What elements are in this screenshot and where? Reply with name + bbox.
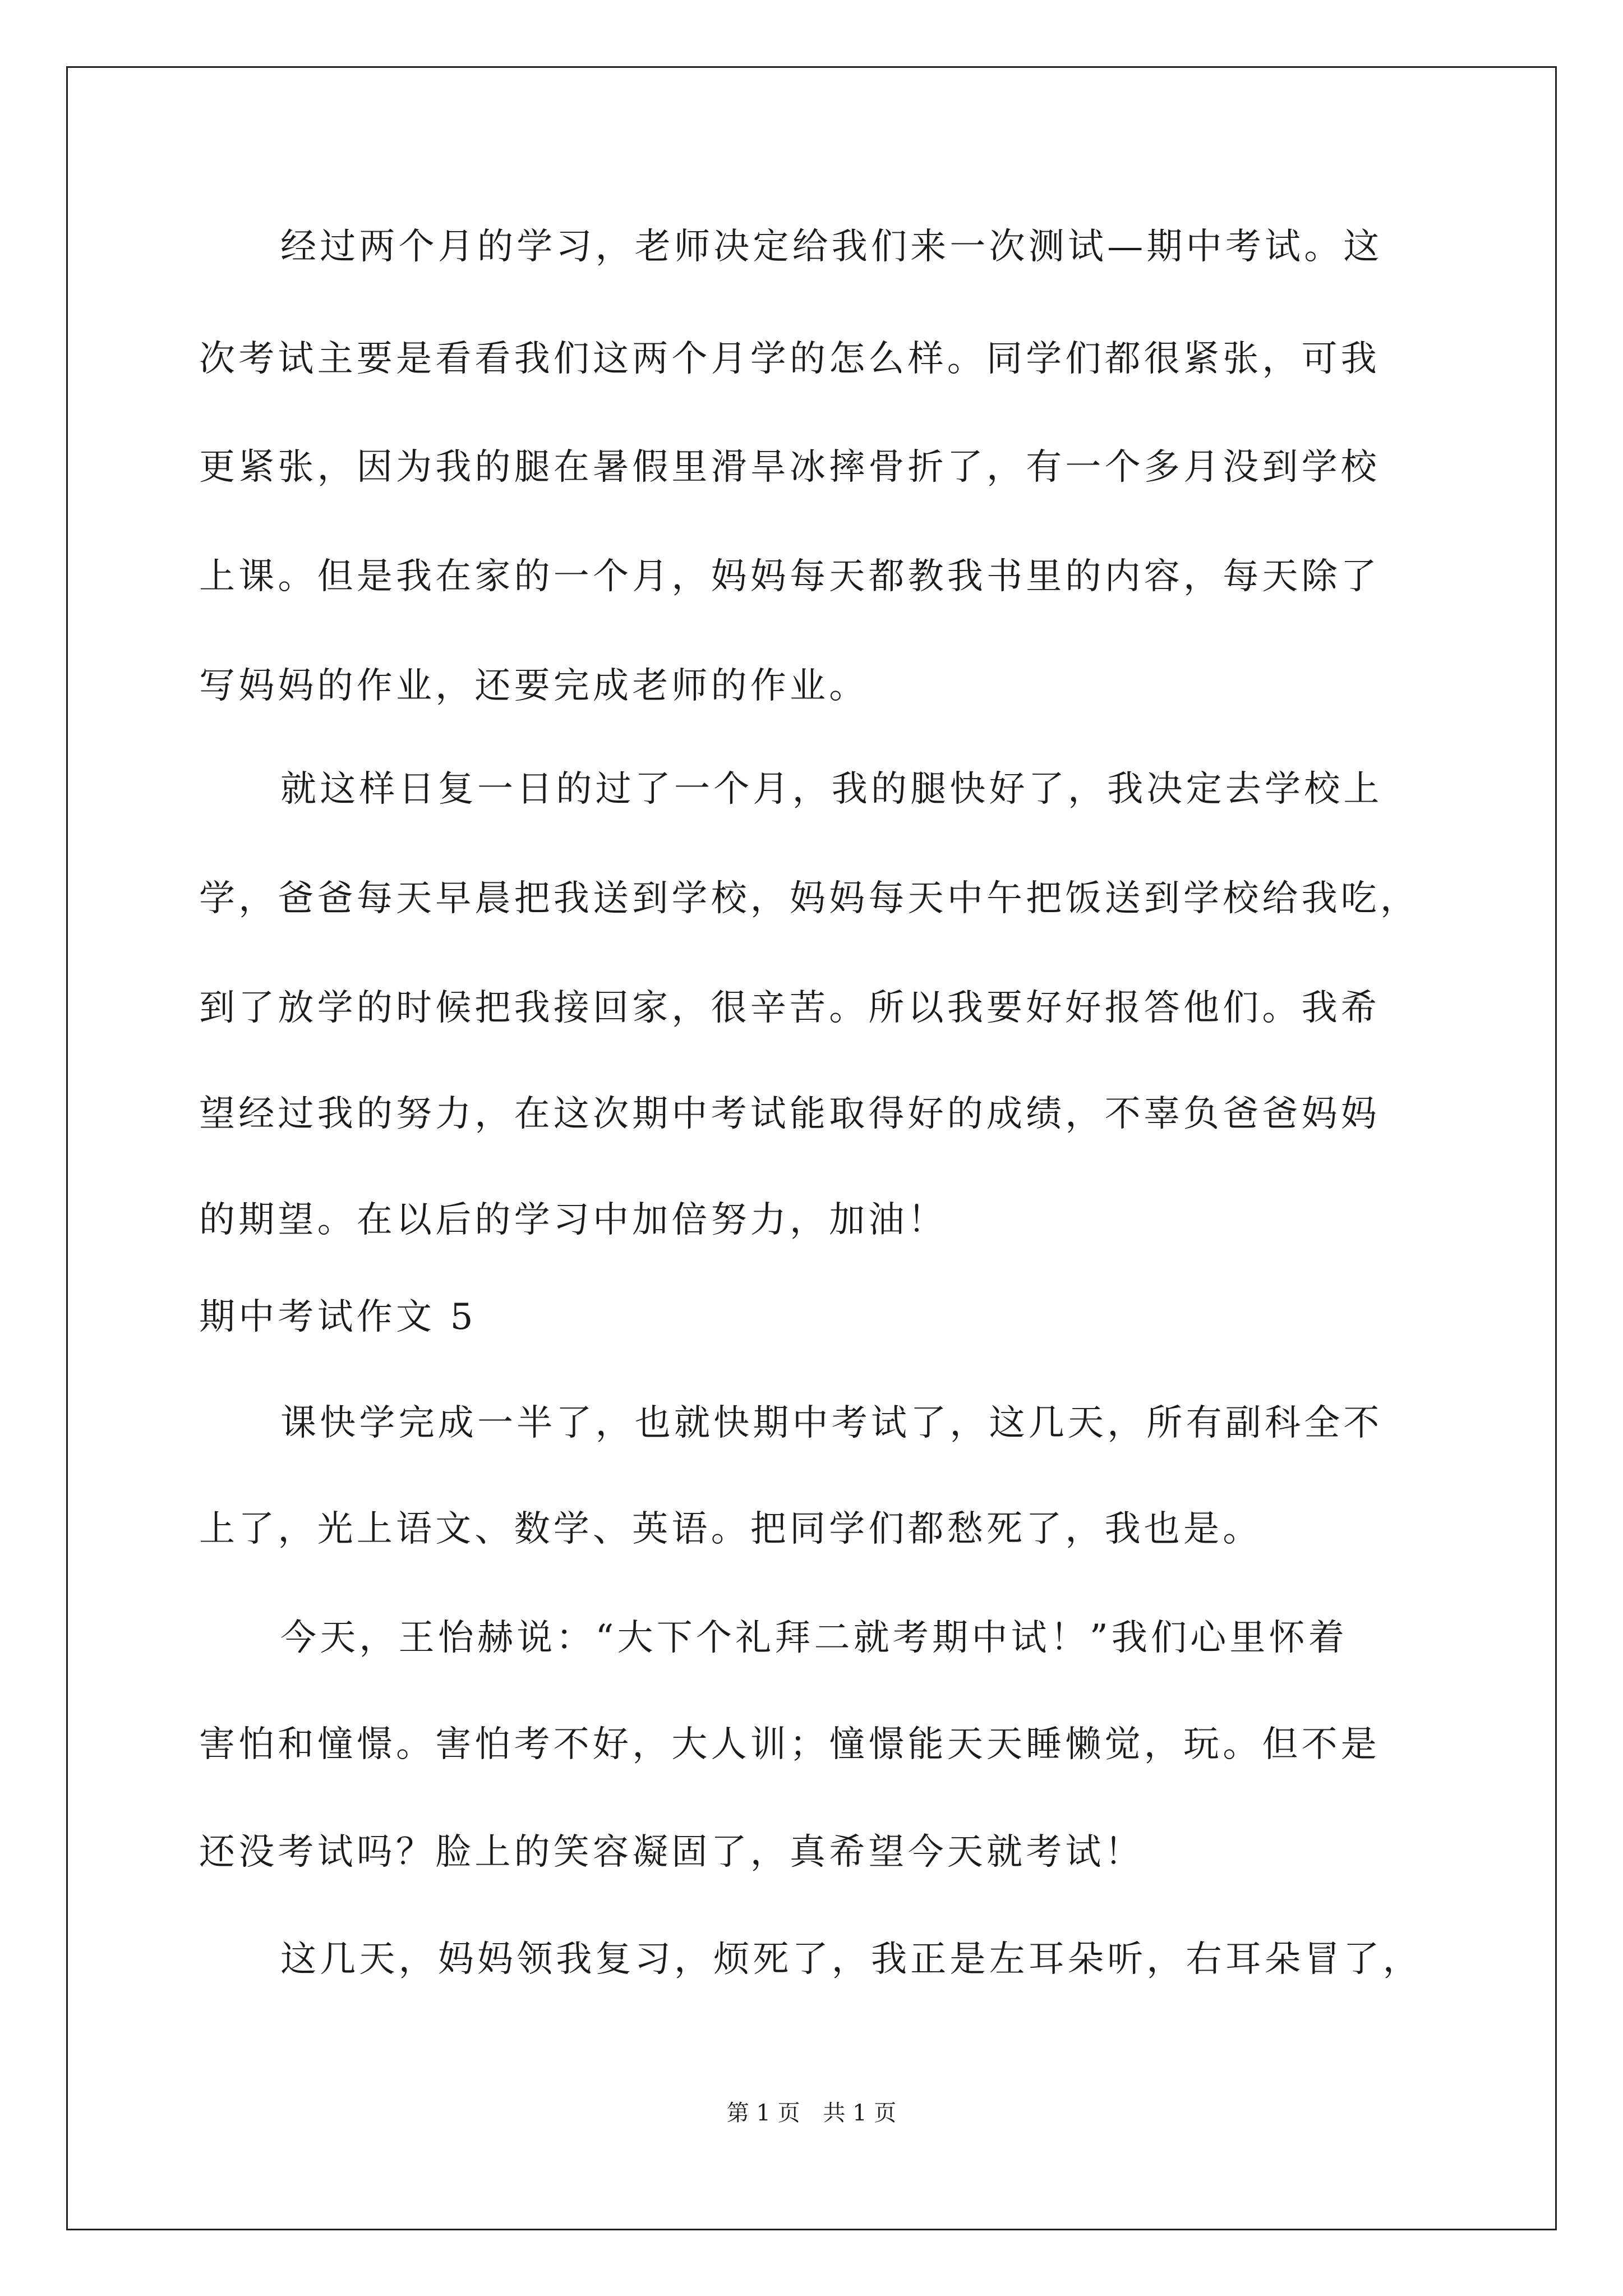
page-footer	[0, 2099, 1623, 2127]
paragraph-line: 到了放学的时候把我接回家，很辛苦。所以我要好好报答他们。我希	[199, 987, 1380, 1029]
page-border	[66, 66, 1557, 2230]
paragraph-line: 更紧张，因为我的腿在暑假里滑旱冰摔骨折了，有一个多月没到学校	[199, 447, 1380, 488]
paragraph-line: 还没考试吗？脸上的笑容凝固了，真希望今天就考试！	[199, 1832, 1144, 1873]
paragraph-line: 经过两个月的学习，老师决定给我们来一次测试—期中考试。这	[280, 226, 1383, 268]
section-heading: 期中考试作文 5	[199, 1296, 477, 1338]
paragraph-line: 害怕和憧憬。害怕考不好，大人训；憧憬能天天睡懒觉，玩。但不是	[199, 1724, 1380, 1765]
paragraph-line: 次考试主要是看看我们这两个月学的怎么样。同学们都很紧张，可我	[199, 338, 1380, 380]
paragraph-line: 的期望。在以后的学习中加倍努力，加油！	[199, 1199, 947, 1241]
paragraph-line: 课快学完成一半了，也就快期中考试了，这几天，所有副科全不	[280, 1402, 1383, 1444]
paragraph-line: 今天，王怡赫说：“大下个礼拜二就考期中试！”我们心里怀着	[280, 1617, 1348, 1659]
paragraph-line: 上了，光上语文、数学、英语。把同学们都愁死了，我也是。	[199, 1508, 1262, 1550]
page-total: 共 1 页	[823, 2100, 897, 2126]
paragraph-line: 写妈妈的作业，还要完成老师的作业。	[199, 665, 869, 707]
page-number: 第 1 页	[726, 2100, 800, 2126]
paragraph-line: 就这样日复一日的过了一个月，我的腿快好了，我决定去学校上	[280, 769, 1383, 810]
paragraph-line: 学，爸爸每天早晨把我送到学校，妈妈每天中午把饭送到学校给我吃，	[199, 878, 1420, 919]
paragraph-line: 望经过我的努力，在这次期中考试能取得好的成绩，不辜负爸爸妈妈	[199, 1093, 1380, 1135]
paragraph-line: 这几天，妈妈领我复习，烦死了，我正是左耳朵听，右耳朵冒了，	[280, 1939, 1422, 1980]
paragraph-line: 上课。但是我在家的一个月，妈妈每天都教我书里的内容，每天除了	[199, 556, 1380, 597]
